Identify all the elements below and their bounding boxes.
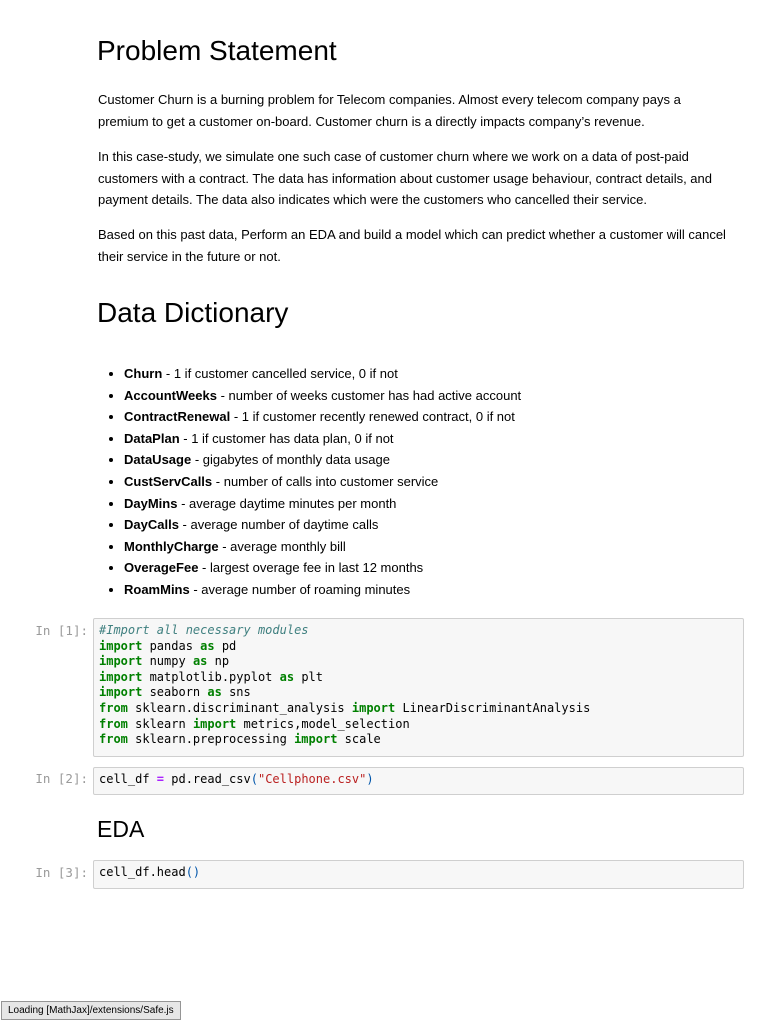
problem-paragraph-1: Customer Churn is a burning problem for Telecom companies. Almost every telecom company pays a premium to get a customer on-board. Customer churn is a directly impacts company’s revenue. [98, 92, 681, 129]
mathjax-loading-status: Loading [MathJax]/extensions/Safe.js [1, 1001, 181, 1020]
dictionary-term: Churn [124, 366, 163, 381]
code-line [99, 717, 738, 733]
dictionary-term: ContractRenewal [124, 409, 231, 425]
code-keyword: as [192, 654, 208, 669]
dictionary-term: AccountWeeks [124, 387, 217, 403]
dictionary-desc: - average monthly bill [218, 538, 346, 554]
code-line [99, 732, 738, 748]
code-text: matplotlib.pyplot [142, 669, 280, 684]
problem-statement-heading: Problem Statement [97, 35, 337, 66]
dictionary-desc: - gigabytes of monthly data usage [191, 452, 390, 468]
dictionary-term: MonthlyCharge [124, 538, 219, 554]
dictionary-desc: - 1 if customer recently renewed contract, 0 if not [230, 409, 515, 425]
code-text: numpy [142, 654, 193, 669]
dictionary-item-dataplan [124, 428, 744, 450]
code-text: plt [294, 669, 323, 684]
dictionary-item-roammins [124, 579, 744, 601]
code-text: cell_df.head [99, 865, 186, 879]
code-operator: = [156, 772, 165, 786]
code-text: sklearn.preprocessing [127, 732, 295, 747]
dictionary-item-daycalls [124, 514, 744, 536]
dictionary-term: RoamMins [124, 581, 190, 597]
code-text: pd [214, 638, 237, 653]
dictionary-term: DayMins [124, 495, 178, 511]
code-keyword: import [99, 685, 143, 700]
code-keyword: as [207, 685, 222, 700]
code-cell-3[interactable] [93, 860, 744, 889]
cell-prompt-1: In [1]: [35, 623, 88, 638]
code-cell-2[interactable] [93, 767, 744, 795]
dictionary-item-accountweeks [124, 385, 744, 407]
dictionary-item-overagefee [124, 557, 744, 579]
code-keyword: import [351, 700, 396, 715]
code-paren: ) [366, 772, 374, 786]
dictionary-term: DayCalls [124, 517, 179, 533]
code-text: np [207, 654, 230, 669]
data-dictionary-heading: Data Dictionary [97, 297, 289, 328]
code-keyword: from [99, 716, 128, 731]
code-comment: #Import all necessary modules [99, 623, 309, 637]
code-keyword: import [192, 716, 237, 731]
problem-paragraph-2: In this case-study, we simulate one such case of customer churn where we work on a data of post-paid customers with a contract. The data has information about customer usage behaviour, contract details, and payment details. The data also indicates which were the customers who cancelled their service. [98, 149, 712, 207]
dictionary-desc: - 1 if customer cancelled service, 0 if not [162, 366, 398, 381]
cell-prompt-2: In [2]: [35, 771, 88, 786]
code-text: sns [221, 685, 251, 700]
code-text: scale [337, 732, 381, 747]
code-string: "Cellphone.csv" [257, 772, 367, 786]
code-line [99, 639, 738, 655]
code-paren: () [185, 865, 201, 879]
eda-heading: EDA [97, 816, 145, 842]
code-line [99, 685, 738, 701]
dictionary-desc: - largest overage fee in last 12 months [198, 560, 424, 576]
dictionary-item-datausage [124, 449, 744, 471]
code-text: sklearn [127, 716, 193, 731]
code-line [99, 654, 738, 670]
data-dictionary-list [98, 363, 744, 601]
dictionary-desc: - number of calls into customer service [212, 473, 439, 489]
dictionary-item-churn [124, 363, 744, 385]
code-text: sklearn.discriminant_analysis [127, 700, 352, 715]
code-paren: ( [250, 772, 258, 786]
dictionary-item-daymins [124, 493, 744, 515]
dictionary-term: DataPlan [124, 430, 180, 446]
code-keyword: from [99, 700, 128, 715]
code-text: metrics,model_selection [236, 716, 410, 731]
code-text: seaborn [142, 685, 208, 700]
dictionary-item-monthlycharge [124, 536, 744, 558]
dictionary-desc: - average number of daytime calls [178, 517, 379, 533]
dictionary-item-contractrenewal [124, 406, 744, 428]
code-cell-1[interactable] [93, 618, 744, 757]
dictionary-term: CustServCalls [124, 473, 213, 489]
code-line [99, 865, 738, 881]
cell-prompt-3: In [3]: [35, 865, 88, 880]
code-keyword: import [294, 732, 338, 747]
code-keyword: import [99, 669, 143, 684]
code-text: pd.read_csv [164, 772, 251, 786]
code-line [99, 772, 738, 788]
dictionary-desc: - average number of roaming minutes [189, 581, 411, 597]
code-text: cell_df [99, 772, 157, 786]
code-keyword: as [279, 669, 295, 684]
code-keyword: import [99, 654, 143, 669]
code-line [99, 623, 738, 639]
code-keyword: as [200, 638, 215, 653]
problem-paragraph-3: Based on this past data, Perform an EDA and build a model which can predict whether a customer will cancel their service in the future or not. [98, 227, 726, 264]
dictionary-desc: - average daytime minutes per month [177, 495, 397, 511]
code-text: LinearDiscriminantAnalysis [395, 700, 591, 715]
code-line [99, 701, 738, 717]
dictionary-desc: - number of weeks customer has had active account [216, 387, 522, 403]
dictionary-item-custservcalls [124, 471, 744, 493]
dictionary-term: OverageFee [124, 560, 199, 576]
code-text: pandas [142, 638, 201, 653]
code-keyword: from [99, 732, 128, 747]
code-keyword: import [99, 638, 143, 653]
dictionary-term: DataUsage [124, 452, 192, 468]
code-line [99, 670, 738, 686]
dictionary-desc: - 1 if customer has data plan, 0 if not [179, 430, 394, 446]
